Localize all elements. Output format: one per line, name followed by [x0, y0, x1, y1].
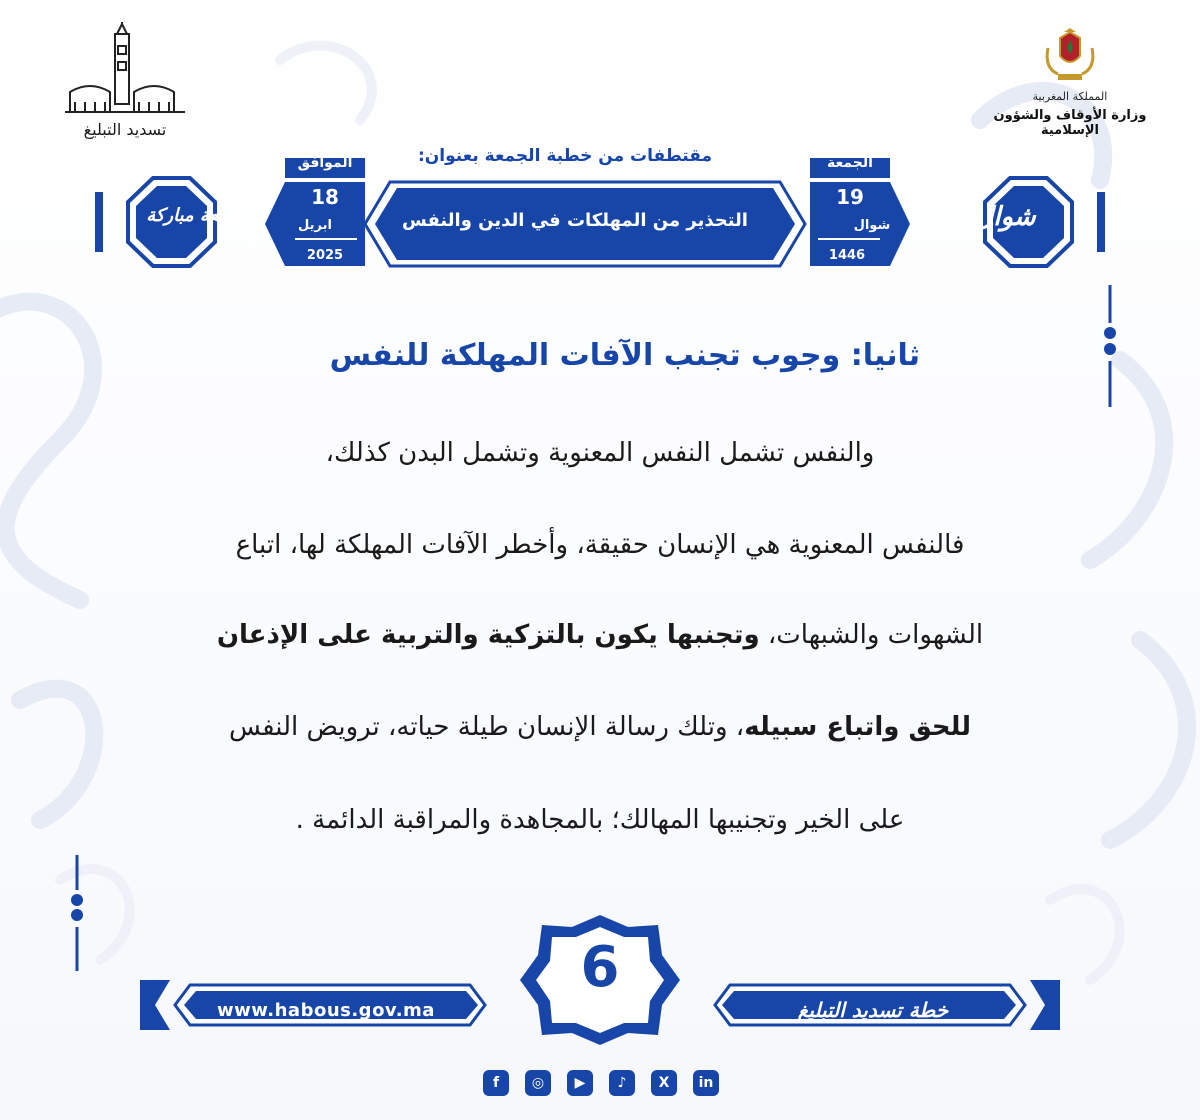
mosque-icon	[60, 22, 190, 122]
right-ornament	[1095, 285, 1125, 410]
section-heading: ثانيا: وجوب تجنب الآفات المهلكة للنفس	[329, 338, 920, 373]
x-icon[interactable]: X	[651, 1070, 677, 1096]
body-line-4-normal: ، وتلك رسالة الإنسان طيلة حياته، ترويض النفس	[228, 712, 745, 742]
body-line-4-bold: للحق واتباع سبيله	[744, 712, 971, 742]
sermon-title: التحذير من المهلكات في الدين والنفس	[402, 210, 748, 231]
hijri-month: شوال	[853, 218, 891, 233]
body-line-3-bold: وتجنبها يكون بالتزكية والتربية على الإذعان	[216, 620, 760, 650]
facebook-icon[interactable]: f	[483, 1070, 509, 1096]
hijri-year: 1446	[828, 248, 866, 263]
gregorian-label: الموافق	[297, 155, 353, 171]
ministry-line2: وزارة الأوقاف والشؤون الإسلامية	[993, 108, 1147, 138]
gregorian-month: ابريل	[298, 218, 332, 233]
hijri-label: الجمعة	[827, 155, 873, 171]
left-ornament	[62, 855, 92, 975]
plan-label: خطة تسديد التبليغ	[797, 998, 949, 1022]
youtube-icon[interactable]: ▶	[567, 1070, 593, 1096]
linkedin-icon[interactable]: in	[693, 1070, 719, 1096]
body-line-3	[100, 620, 1100, 650]
body-line-3-normal: الشهوات والشبهات،	[759, 620, 984, 650]
body-line-2: فالنفس المعنوية هي الإنسان حقيقة، وأخطر الآفات المهلكة لها، اتباع	[235, 530, 965, 560]
body-line-1: والنفس تشمل النفس المعنوية وتشمل البدن كذلك،	[325, 438, 875, 468]
ministry-line1: المملكة المغربية	[1032, 90, 1108, 103]
subtitle: مقتطفات من خطبة الجمعة بعنوان:	[418, 146, 712, 166]
ministry-logo	[980, 28, 1160, 138]
page-number: 6	[580, 935, 620, 1000]
gregorian-year: 2025	[306, 248, 344, 263]
gregorian-day: 18	[311, 185, 339, 209]
body-line-5: على الخير وتجنيبها المهالك؛ بالمجاهدة والمراقبة الدائمة .	[295, 805, 905, 835]
shawwal-emblem: شوال	[974, 202, 1036, 232]
body-line-4	[100, 712, 1100, 742]
hijri-day: 19	[836, 185, 864, 209]
coat-of-arms-icon	[1040, 28, 1100, 86]
website-link[interactable]: www.habous.gov.ma	[217, 1000, 435, 1021]
instagram-icon[interactable]: ◎	[525, 1070, 551, 1096]
tiktok-icon[interactable]: ♪	[609, 1070, 635, 1096]
tasdid-logo-label: تسديد التبليغ	[83, 120, 167, 139]
juma-mubaraka-emblem: جمعة مباركة	[146, 205, 240, 226]
